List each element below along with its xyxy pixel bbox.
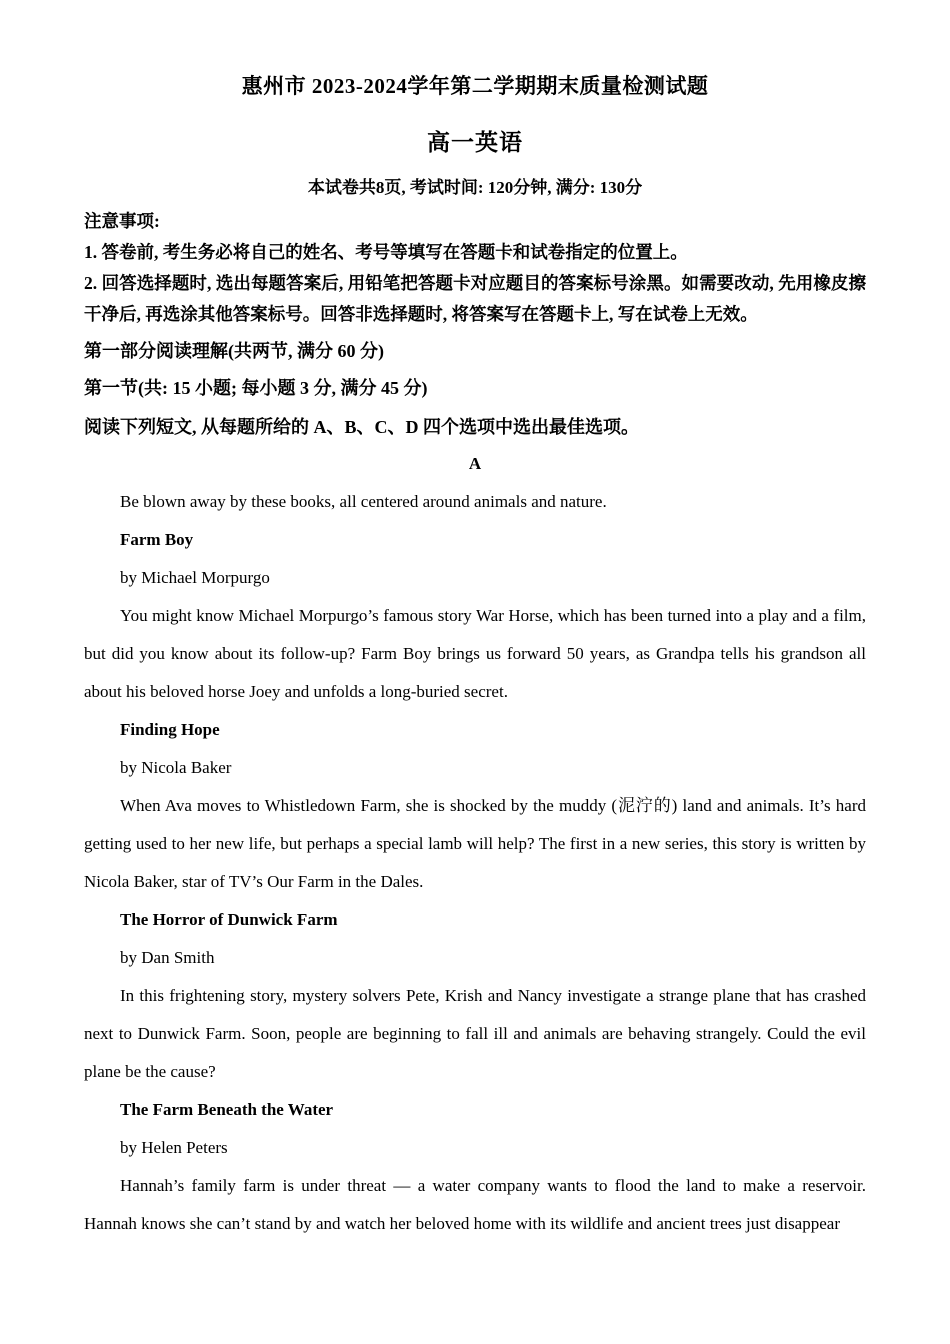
book-description: In this frightening story, mystery solvers Pete, Krish and Nancy investigate a strange plane that has crashed next to Dunwick Farm. Soon, people are beginning to fall ill and animals are behaving strangely. Could the evil plane be the cause? xyxy=(84,986,866,1081)
notice-item-1: 1. 答卷前, 考生务必将自己的姓名、考号等填写在答题卡和试卷指定的位置上。 xyxy=(84,242,688,262)
notice-heading: 注意事项: xyxy=(84,211,160,231)
section-one-heading: 第一节(共: 15 小题; 每小题 3 分, 满分 45 分) xyxy=(84,378,428,398)
book-author: by Nicola Baker xyxy=(120,758,232,777)
book-title: Finding Hope xyxy=(120,720,220,739)
reading-instruction: 阅读下列短文, 从每题所给的 A、B、C、D 四个选项中选出最佳选项。 xyxy=(84,417,639,437)
book-entry-horror-of-dunwick-farm xyxy=(84,901,866,1091)
book-author: by Helen Peters xyxy=(120,1138,228,1157)
book-entry-farm-beneath-the-water xyxy=(84,1091,866,1243)
exam-title: 惠州市 2023-2024学年第二学期期末质量检测试题 xyxy=(241,74,709,98)
notice-item-2: 2. 回答选择题时, 选出每题答案后, 用铅笔把答题卡对应题目的答案标号涂黑。如需要改动, 先用橡皮擦干净后, 再选涂其他答案标号。回答非选择题时, 将答案写在答题卡上, 写在试卷上无效。 xyxy=(84,273,866,324)
book-entry-farm-boy xyxy=(84,521,866,711)
book-entry-finding-hope xyxy=(84,711,866,901)
book-title: The Farm Beneath the Water xyxy=(120,1100,334,1119)
book-description: Hannah’s family farm is under threat — a water company wants to flood the land to make a reservoir. Hannah knows she can’t stand by and watch her beloved home with its wildlife and ancient trees just disappear xyxy=(84,1176,866,1233)
book-title: Farm Boy xyxy=(120,530,194,549)
exam-info-line: 本试卷共8页, 考试时间: 120分钟, 满分: 130分 xyxy=(307,178,643,197)
book-author: by Michael Morpurgo xyxy=(120,568,270,587)
book-author: by Dan Smith xyxy=(120,948,215,967)
book-title: The Horror of Dunwick Farm xyxy=(120,910,338,929)
book-description: You might know Michael Morpurgo’s famous story War Horse, which has been turned into a play and a film, but did you know about its follow-up? Farm Boy brings us forward 50 years, as Grandpa tells his grandson all about his beloved horse Joey and unfolds a long-buried secret. xyxy=(84,606,866,701)
passage-a-label: A xyxy=(468,454,482,473)
passage-intro: Be blown away by these books, all centered around animals and nature. xyxy=(120,492,607,511)
part-one-heading: 第一部分阅读理解(共两节, 满分 60 分) xyxy=(84,341,384,361)
book-description: When Ava moves to Whistledown Farm, she is shocked by the muddy (泥泞的) land and animals. It’s hard getting used to her new life, but perhaps a special lamb will help? The first in a new series, this story is written by Nicola Baker, star of TV’s Our Farm in the Dales. xyxy=(84,796,866,891)
subject-title: 高一英语 xyxy=(427,130,523,155)
